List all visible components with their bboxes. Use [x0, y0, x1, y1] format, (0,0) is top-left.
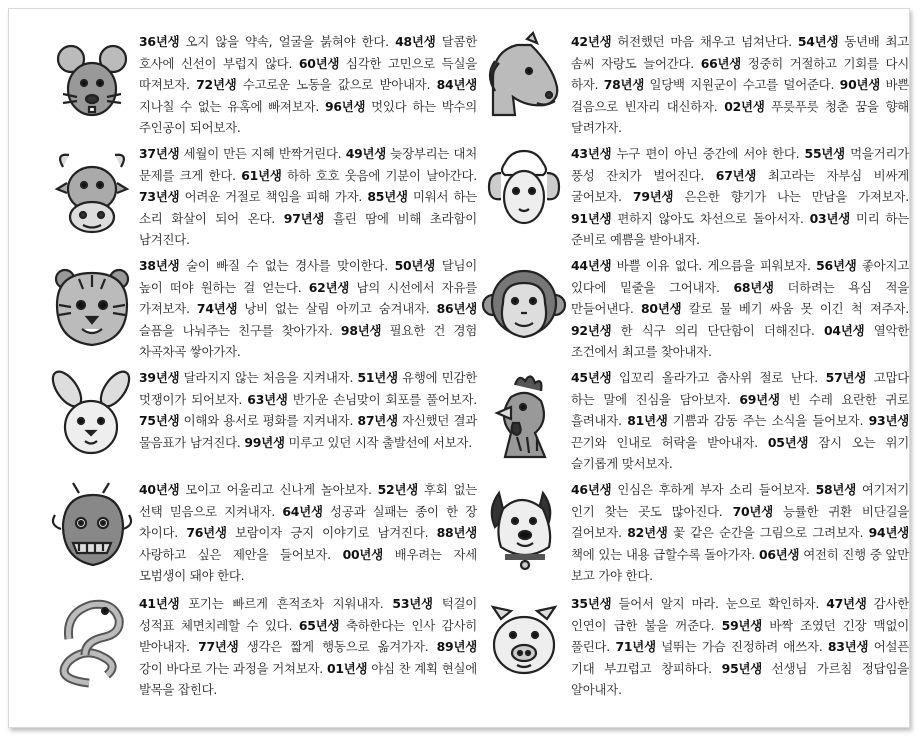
entry-text: [571, 255, 909, 363]
fortune-text: 미루고 있던 시작 출발선에 서보자.: [284, 434, 472, 450]
fortune-text: 한 식구 의리 단단함이 더해진다.: [611, 322, 824, 338]
fortune-text: 달콤한 호사에 신선이 부럽지 않다.: [139, 34, 477, 71]
birth-year: 47년생: [826, 596, 867, 611]
fortune-text: 능률한 귀환 비단길을 걸어보자.: [571, 503, 909, 541]
fortune-text: 허전했던 마음 채우고 넘쳐난다.: [611, 34, 798, 49]
tiger-icon: [49, 255, 135, 355]
birth-year: 03년생: [809, 210, 851, 226]
fortune-text: 바쁜 걸음으로 빈자리 대신하자.: [571, 77, 909, 114]
birth-year: 98년생: [340, 322, 382, 338]
fortune-text: 정중히 거절하고 기회를 다시 하자.: [571, 55, 909, 93]
fortune-text: 입꼬리 올라가고 춤사위 절로 난다.: [611, 370, 826, 385]
fortune-text: 꽃 같은 순간을 그림으로 그려보자.: [667, 525, 869, 541]
fortune-text: 낭비 없는 살림 아끼고 숨겨내자.: [237, 301, 437, 317]
fortune-text: 푸릇푸릇 청춘 꿈을 향해 달려가자.: [571, 98, 909, 136]
rabbit-icon: [49, 367, 135, 467]
birth-year: 06년생: [758, 546, 800, 562]
sheep-icon: [481, 143, 567, 243]
entry-dragon: [49, 479, 477, 589]
birth-year: 01년생: [326, 660, 368, 676]
entry-text: [139, 479, 477, 587]
birth-year: 75년생: [139, 413, 180, 429]
pig-icon: [481, 593, 567, 693]
horoscope-panel: [8, 8, 910, 728]
entry-rat: [49, 31, 477, 141]
fortune-text: 잠시 오는 위기 슬기롭게 맞서보자.: [571, 434, 909, 472]
dog-icon: [481, 479, 567, 579]
birth-year: 73년생: [139, 189, 180, 205]
birth-year: 99년생: [244, 434, 285, 450]
entry-text: [571, 143, 909, 251]
entry-dog: [481, 479, 909, 589]
fortune-text: 후회 없는 선택 믿음으로 지켜내자.: [139, 482, 478, 519]
birth-year: 84년생: [436, 77, 478, 93]
birth-year: 92년생: [571, 322, 612, 338]
birth-year: 97년생: [283, 210, 325, 226]
fortune-text: 어려운 거절로 책임을 피해 가자.: [179, 189, 368, 205]
birth-year: 54년생: [797, 34, 839, 49]
fortune-text: 최고라는 자부심 비싸게 굴어보자.: [571, 167, 909, 205]
fortune-text: 달라지지 않는 처음을 지켜내자.: [179, 370, 358, 385]
fortune-text: 들어서 알지 마라. 눈으로 확인하자.: [611, 596, 827, 611]
birth-year: 57년생: [825, 370, 867, 385]
fortune-text: 책에 있는 내용 급할수록 돌아가자.: [571, 546, 759, 562]
birth-year: 70년생: [732, 503, 773, 519]
birth-year: 86년생: [436, 301, 478, 317]
entry-ox: [49, 143, 477, 253]
birth-year: 51년생: [357, 370, 398, 385]
birth-year: 90년생: [839, 77, 881, 93]
birth-year: 83년생: [827, 639, 869, 655]
entry-monkey: [481, 255, 909, 365]
birth-year: 55년생: [804, 146, 845, 161]
fortune-text: 술이 빠질 수 없는 경사를 맞이한다.: [179, 258, 395, 273]
fortune-text: 포기는 빠르게 흔적조차 지워내자.: [179, 596, 393, 611]
fortune-text: 미워서 하는 소리 화살이 되어 온다.: [139, 189, 478, 226]
birth-year: 42년생: [571, 34, 612, 49]
fortune-text: 야심 찬 계획 현실에 발목을 잡힌다.: [139, 660, 478, 698]
birth-year: 58년생: [815, 482, 856, 497]
entry-text: [571, 593, 909, 701]
fortune-text: 일당백 지원군이 수고를 덜어준다.: [644, 77, 840, 93]
birth-year: 81년생: [627, 413, 668, 429]
birth-year: 56년생: [816, 258, 857, 273]
fortune-text: 더하려는 욕심 적을 만들어낸다.: [571, 279, 909, 317]
entry-rabbit: [49, 367, 477, 477]
fortune-text: 슬픔을 나눠주는 친구를 찾아가자.: [139, 322, 341, 338]
birth-year: 53년생: [392, 596, 433, 611]
birth-year: 64년생: [282, 503, 323, 519]
entry-text: [571, 367, 909, 475]
birth-year: 85년생: [367, 189, 408, 205]
birth-year: 87년생: [357, 413, 398, 429]
fortune-text: 세월이 만든 지혜 반짝거린다.: [179, 146, 346, 161]
birth-year: 76년생: [186, 525, 227, 541]
birth-year: 60년생: [298, 55, 340, 71]
dragon-icon: [49, 479, 135, 579]
fortune-text: 널뛰는 가슴 진정하려 애쓰자.: [655, 639, 828, 655]
birth-year: 93년생: [868, 413, 909, 429]
birth-year: 49년생: [345, 146, 387, 161]
fortune-text: 늦장부리는 대처 문제를 크게 한다.: [139, 146, 477, 183]
birth-year: 37년생: [139, 146, 180, 161]
rat-icon: [49, 31, 135, 131]
fortune-text: 축하한다는 인사 감사히 받아내자.: [139, 617, 477, 655]
birth-year: 78년생: [603, 77, 645, 93]
fortune-text: 열악한 조건에서 최고를 찾아내자.: [571, 322, 910, 360]
fortune-text: 하하 호호 웃음에 기분이 날아간다.: [281, 167, 478, 183]
entry-rooster: [481, 367, 909, 477]
fortune-text: 여전히 진행 중 앞만 보고 가야 한다.: [571, 546, 910, 584]
fortune-text: 끈기와 인내로 허락을 받아내자.: [571, 434, 768, 450]
fortune-text: 바짝 조였던 긴장 맥없이 풀린다.: [571, 617, 909, 655]
birth-year: 45년생: [571, 370, 612, 385]
birth-year: 88년생: [436, 525, 477, 541]
entry-pig: [481, 593, 909, 703]
fortune-text: 좋아지고 있다에 밑줄을 그어내자.: [571, 258, 909, 295]
fortune-text: 모이고 어울리고 신나게 놀아보자.: [179, 482, 378, 497]
birth-year: 50년생: [394, 258, 436, 273]
birth-year: 71년생: [615, 639, 656, 655]
fortune-text: 달님이 높이 떠야 원하는 걸 얻는다.: [139, 258, 477, 295]
fortune-text: 은은한 향기가 나는 만남을 가져보자.: [673, 189, 909, 205]
fortune-text: 감사한 인연이 급한 불을 꺼준다.: [571, 596, 909, 633]
fortune-text: 고맙다 하는 말에 진심을 담아보자.: [571, 370, 909, 407]
birth-year: 72년생: [196, 77, 237, 93]
fortune-text: 강이 바다로 가는 과정을 거쳐보자.: [139, 660, 327, 676]
birth-year: 65년생: [298, 617, 340, 633]
fortune-text: 인심은 후하게 부자 소리 들어보자.: [611, 482, 816, 497]
birth-year: 61년생: [241, 167, 282, 183]
birth-year: 67년생: [715, 167, 757, 183]
fortune-text: 생각은 짧게 행동으로 옮겨가자.: [238, 639, 437, 655]
birth-year: 41년생: [139, 596, 180, 611]
birth-year: 79년생: [632, 189, 674, 205]
birth-year: 96년생: [324, 98, 366, 114]
birth-year: 40년생: [139, 482, 180, 497]
fortune-text: 빈 수레 요란한 귀로 흘려내자.: [571, 391, 909, 429]
birth-year: 66년생: [700, 55, 742, 71]
fortune-text: 기쁨과 감동 주는 소식을 들어보자.: [667, 413, 869, 429]
fortune-text: 지나칠 수 없는 유혹에 빠져보자.: [139, 98, 325, 114]
entry-text: [139, 255, 477, 363]
fortune-text: 미리 하는 준비로 예쁨을 받아내자.: [571, 210, 910, 248]
fortune-text: 수고로운 노동을 값으로 받아내자.: [236, 77, 437, 93]
entry-text: [139, 31, 477, 139]
birth-year: 43년생: [571, 146, 612, 161]
birth-year: 36년생: [139, 34, 180, 49]
birth-year: 00년생: [342, 546, 383, 562]
fortune-text: 사랑하고 싶은 제안을 들어보자.: [139, 546, 343, 562]
snake-icon: [49, 593, 135, 693]
birth-year: 44년생: [571, 258, 612, 273]
birth-year: 62년생: [308, 279, 350, 295]
entry-text: [139, 593, 477, 701]
fortune-text: 반가운 손님맞이 회포를 풀어보자.: [287, 391, 477, 407]
rooster-icon: [481, 367, 567, 467]
fortune-text: 심각한 고민으로 득실을 따져보자.: [139, 55, 477, 93]
birth-year: 02년생: [724, 98, 765, 114]
birth-year: 89년생: [436, 639, 477, 655]
birth-year: 48년생: [395, 34, 436, 49]
entry-sheep: [481, 143, 909, 253]
fortune-text: 턱걸이 성적표 체면치레할 수 있다.: [139, 596, 478, 633]
horse-icon: [481, 31, 567, 131]
birth-year: 80년생: [640, 301, 682, 317]
entry-snake: [49, 593, 477, 703]
fortune-text: 이해와 용서로 평화를 지켜내자.: [179, 413, 358, 429]
fortune-text: 자신했던 결과 물음표가 남겨진다.: [139, 413, 478, 450]
birth-year: 94년생: [868, 525, 909, 541]
birth-year: 39년생: [139, 370, 180, 385]
entry-text: [571, 479, 909, 587]
birth-year: 38년생: [139, 258, 180, 273]
birth-year: 46년생: [571, 482, 612, 497]
fortune-text: 필요한 건 경험 차곡차곡 쌓아가자.: [139, 322, 477, 360]
birth-year: 95년생: [721, 660, 763, 676]
birth-year: 04년생: [824, 322, 865, 338]
fortune-text: 유행에 민감한 멋쟁이가 되어보자.: [139, 370, 478, 407]
birth-year: 68년생: [733, 279, 774, 295]
birth-year: 35년생: [571, 596, 612, 611]
fortune-text: 배우려는 자세 모범생이 돼야 한다.: [139, 546, 477, 584]
entry-horse: [481, 31, 909, 141]
fortune-text: 어설픈 기대 부끄럽고 창피하다.: [571, 639, 909, 676]
monkey-icon: [481, 255, 567, 355]
fortune-text: 멋있다 하는 박수의 주인공이 되어보자.: [139, 98, 477, 136]
birth-year: 77년생: [198, 639, 239, 655]
birth-year: 05년생: [767, 434, 809, 450]
fortune-text: 선생님 가르침 정답임을 알아내자.: [571, 660, 909, 698]
entry-text: [571, 31, 909, 139]
fortune-text: 편하지 않아도 차선으로 돌아서자.: [611, 210, 810, 226]
fortune-text: 여기저기 인기 찾는 곳도 많아진다.: [571, 482, 909, 519]
birth-year: 91년생: [571, 210, 612, 226]
fortune-text: 바쁠 이유 없다. 게으름을 피워보자.: [611, 258, 817, 273]
birth-year: 74년생: [196, 301, 238, 317]
fortune-text: 동년배 최고 솜씨 자랑도 늘어간다.: [571, 34, 910, 71]
birth-year: 69년생: [739, 391, 780, 407]
fortune-text: 흘린 땀에 비해 초라함이 남겨진다.: [139, 210, 477, 248]
fortune-text: 오지 않을 약속, 얼굴을 붉혀야 한다.: [179, 34, 396, 49]
entry-tiger: [49, 255, 477, 365]
fortune-text: 보람이자 긍지 이야기로 남겨진다.: [226, 525, 437, 541]
fortune-text: 남의 시선에서 자유를 가져보자.: [139, 279, 477, 317]
entry-text: [139, 367, 477, 453]
fortune-text: 누구 편이 아닌 중간에 서야 한다.: [611, 146, 805, 161]
fortune-text: 먹을거리가 풍성 잔치가 벌어진다.: [571, 146, 909, 183]
birth-year: 59년생: [721, 617, 763, 633]
fortune-text: 칼로 물 베기 싸움 못 이긴 척 져주자.: [681, 301, 910, 317]
entry-text: [139, 143, 477, 251]
birth-year: 82년생: [627, 525, 668, 541]
birth-year: 52년생: [377, 482, 419, 497]
birth-year: 63년생: [247, 391, 288, 407]
ox-icon: [49, 143, 135, 243]
fortune-text: 성공과 실패는 종이 한 장 차이다.: [139, 503, 477, 541]
